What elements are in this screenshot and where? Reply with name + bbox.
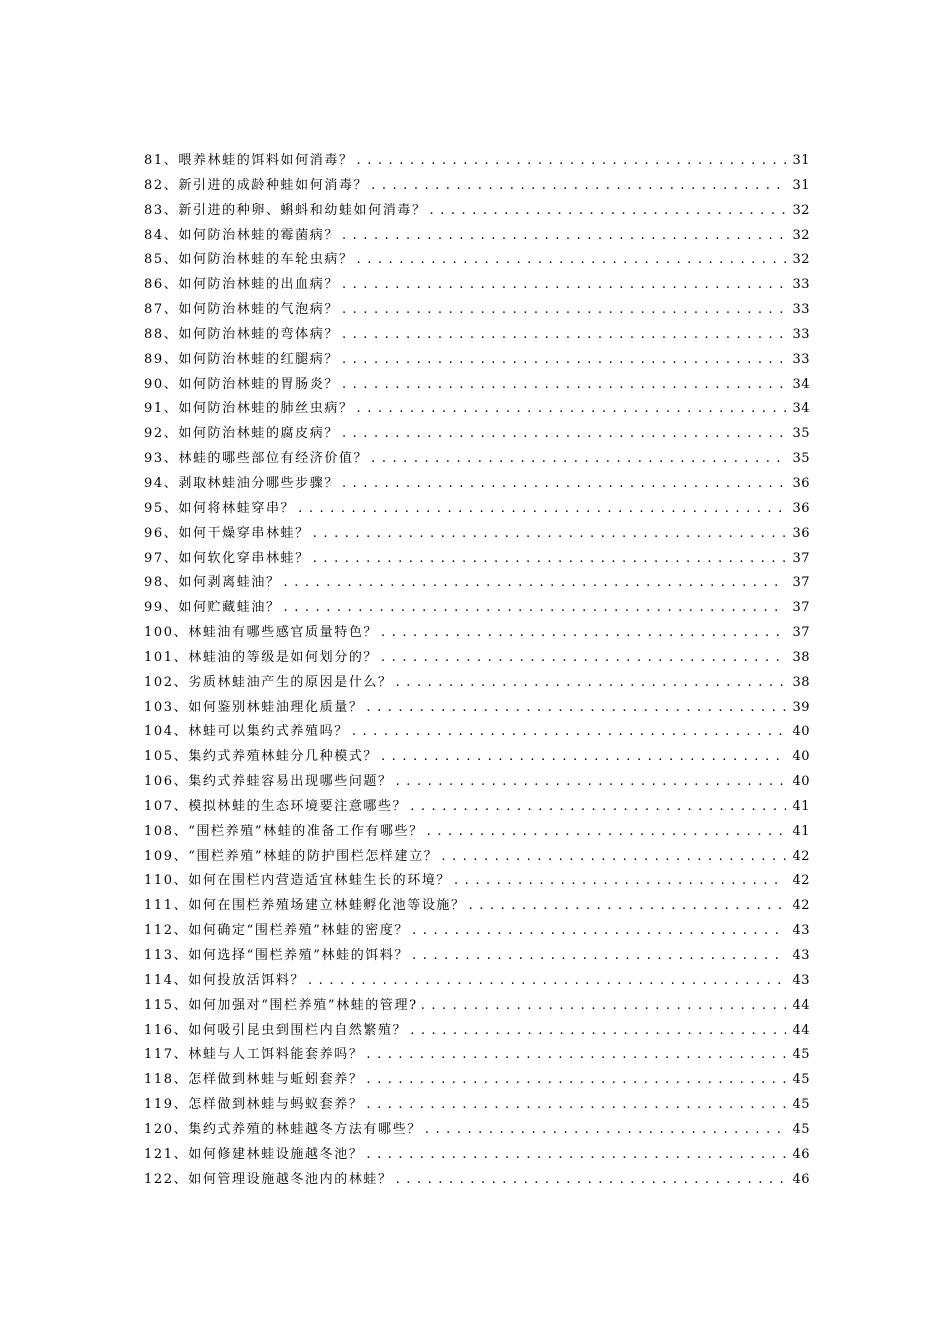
toc-entry-title: 116、如何吸引昆虫到围栏内自然繁殖？ bbox=[144, 1022, 408, 1038]
toc-entry-title: 82、新引进的成龄种蛙如何消毒？ bbox=[144, 177, 369, 193]
toc-entry-page-number: 45 bbox=[792, 1047, 810, 1063]
toc-entry-page-number: 41 bbox=[792, 798, 810, 814]
toc-entry[interactable] bbox=[144, 447, 810, 472]
toc-dot-leader bbox=[412, 944, 786, 969]
toc-dot-leader bbox=[381, 745, 786, 770]
toc-entry[interactable] bbox=[144, 571, 810, 596]
toc-entry-page-number: 46 bbox=[792, 1146, 810, 1162]
toc-entry-page-number: 36 bbox=[792, 475, 810, 491]
toc-entry[interactable] bbox=[144, 696, 810, 721]
toc-entry[interactable] bbox=[144, 745, 810, 770]
toc-entry-page-number: 31 bbox=[792, 153, 810, 168]
toc-dot-leader bbox=[284, 596, 786, 621]
toc-entry-page-number: 45 bbox=[792, 1097, 810, 1113]
toc-entry[interactable] bbox=[144, 224, 810, 249]
toc-entry-title: 92、如何防治林蛙的腐皮病？ bbox=[144, 426, 339, 442]
toc-entry[interactable] bbox=[144, 348, 810, 373]
toc-dot-leader bbox=[313, 547, 786, 572]
toc-dot-leader bbox=[396, 1168, 786, 1193]
toc-entry[interactable] bbox=[144, 149, 810, 174]
toc-entry-page-number: 41 bbox=[792, 823, 810, 839]
toc-entry[interactable] bbox=[144, 472, 810, 497]
toc-entry[interactable] bbox=[144, 621, 810, 646]
toc-entry-title: 102、劣质林蛙油产生的原因是什么？ bbox=[144, 674, 393, 690]
toc-entry-title: 103、如何鉴别林蛙油理化质量？ bbox=[144, 699, 364, 715]
toc-entry-title: 117、林蛙与人工饵料能套养吗？ bbox=[144, 1047, 364, 1063]
toc-entry-title: 91、如何防治林蛙的肺丝虫病？ bbox=[144, 401, 354, 417]
table-of-contents bbox=[144, 149, 810, 1192]
toc-entry-title: 107、模拟林蛙的生态环境要注意哪些？ bbox=[144, 798, 408, 814]
toc-entry-title: 108、“围栏养殖”林蛙的准备工作有哪些？ bbox=[144, 823, 424, 839]
toc-entry-page-number: 42 bbox=[792, 848, 810, 864]
toc-entry-title: 111、如何在围栏养殖场建立林蛙孵化池等设施？ bbox=[144, 898, 466, 914]
toc-dot-leader bbox=[366, 1143, 786, 1168]
toc-entry[interactable] bbox=[144, 919, 810, 944]
toc-entry[interactable] bbox=[144, 894, 810, 919]
toc-entry[interactable] bbox=[144, 1019, 810, 1044]
toc-entry-title: 86、如何防治林蛙的出血病？ bbox=[144, 277, 339, 293]
toc-entry[interactable] bbox=[144, 1118, 810, 1143]
toc-entry[interactable] bbox=[144, 174, 810, 199]
toc-dot-leader bbox=[381, 646, 786, 671]
toc-entry-page-number: 42 bbox=[792, 898, 810, 914]
toc-entry[interactable] bbox=[144, 497, 810, 522]
toc-entry[interactable] bbox=[144, 248, 810, 273]
toc-entry-title: 95、如何将林蛙穿串？ bbox=[144, 500, 296, 516]
toc-entry-page-number: 43 bbox=[792, 948, 810, 963]
toc-dot-leader bbox=[427, 820, 786, 845]
toc-dot-leader bbox=[430, 199, 786, 224]
toc-entry-title: 114、如何投放活饵料？ bbox=[144, 972, 306, 988]
toc-dot-leader bbox=[342, 323, 786, 348]
toc-dot-leader bbox=[308, 969, 786, 994]
toc-entry-title: 87、如何防治林蛙的气泡病？ bbox=[144, 302, 339, 318]
toc-entry-title: 115、如何加强对“围栏养殖”林蛙的管理? bbox=[144, 997, 418, 1013]
toc-dot-leader bbox=[342, 472, 786, 497]
toc-entry-page-number: 35 bbox=[792, 426, 810, 442]
toc-dot-leader bbox=[410, 795, 786, 820]
toc-entry-page-number: 40 bbox=[792, 749, 810, 765]
toc-entry[interactable] bbox=[144, 298, 810, 323]
toc-dot-leader bbox=[342, 273, 786, 298]
toc-entry[interactable] bbox=[144, 1093, 810, 1118]
toc-entry-page-number: 33 bbox=[792, 302, 810, 318]
toc-dot-leader bbox=[357, 397, 786, 422]
toc-dot-leader bbox=[313, 522, 786, 547]
toc-entry[interactable] bbox=[144, 969, 810, 994]
toc-entry[interactable] bbox=[144, 869, 810, 894]
toc-entry-page-number: 37 bbox=[792, 550, 810, 566]
toc-entry-title: 85、如何防治林蛙的车轮虫病？ bbox=[144, 252, 354, 268]
toc-entry-title: 105、集约式养殖林蛙分几种模式？ bbox=[144, 749, 379, 765]
toc-entry-page-number: 37 bbox=[792, 600, 810, 616]
toc-entry-page-number: 31 bbox=[792, 177, 810, 193]
toc-dot-leader bbox=[366, 696, 786, 721]
toc-entry-title: 119、怎样做到林蛙与蚂蚁套养？ bbox=[144, 1097, 364, 1113]
toc-dot-leader bbox=[371, 447, 786, 472]
toc-dot-leader bbox=[366, 1068, 786, 1093]
toc-entry[interactable] bbox=[144, 1143, 810, 1168]
toc-dot-leader bbox=[412, 919, 786, 944]
toc-entry-page-number: 35 bbox=[792, 451, 810, 467]
toc-entry-title: 112、如何确定“围栏养殖”林蛙的密度？ bbox=[144, 923, 410, 939]
toc-entry[interactable] bbox=[144, 199, 810, 224]
toc-dot-leader bbox=[396, 770, 786, 795]
toc-entry-page-number: 38 bbox=[792, 649, 810, 665]
toc-entry[interactable] bbox=[144, 1043, 810, 1068]
toc-entry-page-number: 45 bbox=[792, 1072, 810, 1088]
toc-dot-leader bbox=[421, 994, 786, 1019]
toc-entry-title: 98、如何剥离蛙油？ bbox=[144, 575, 281, 591]
toc-entry-title: 120、集约式养殖的林蛙越冬方法有哪些？ bbox=[144, 1121, 422, 1137]
toc-entry[interactable] bbox=[144, 547, 810, 572]
toc-dot-leader bbox=[396, 671, 786, 696]
toc-entry-title: 110、如何在围栏内营造适宜林蛙生长的环境？ bbox=[144, 873, 452, 889]
toc-entry-title: 81、喂养林蛙的饵料如何消毒？ bbox=[144, 153, 354, 168]
toc-entry-title: 109、“围栏养殖”林蛙的防护围栏怎样建立？ bbox=[144, 848, 439, 864]
toc-entry-page-number: 40 bbox=[792, 774, 810, 790]
toc-entry-page-number: 46 bbox=[792, 1171, 810, 1187]
toc-entry-page-number: 33 bbox=[792, 277, 810, 293]
toc-entry-page-number: 32 bbox=[792, 252, 810, 268]
toc-entry-title: 104、林蛙可以集约式养殖吗？ bbox=[144, 724, 349, 740]
toc-entry-title: 93、林蛙的哪些部位有经济价值？ bbox=[144, 451, 369, 467]
toc-entry-page-number: 43 bbox=[792, 972, 810, 988]
toc-entry-page-number: 42 bbox=[792, 873, 810, 889]
toc-entry[interactable] bbox=[144, 1068, 810, 1093]
toc-entry-page-number: 32 bbox=[792, 227, 810, 243]
toc-dot-leader bbox=[284, 571, 786, 596]
toc-entry[interactable] bbox=[144, 820, 810, 845]
toc-entry[interactable] bbox=[144, 422, 810, 447]
toc-entry-page-number: 33 bbox=[792, 326, 810, 342]
toc-entry-title: 88、如何防治林蛙的弯体病？ bbox=[144, 326, 339, 342]
toc-entry[interactable] bbox=[144, 646, 810, 671]
toc-entry-page-number: 36 bbox=[792, 525, 810, 541]
toc-dot-leader bbox=[342, 348, 786, 373]
toc-entry[interactable] bbox=[144, 944, 810, 969]
toc-entry-page-number: 36 bbox=[792, 500, 810, 516]
toc-entry-title: 97、如何软化穿串林蛙？ bbox=[144, 550, 310, 566]
toc-dot-leader bbox=[352, 720, 786, 745]
toc-entry[interactable] bbox=[144, 596, 810, 621]
toc-entry-page-number: 44 bbox=[792, 1022, 810, 1038]
toc-entry-title: 121、如何修建林蛙设施越冬池？ bbox=[144, 1146, 364, 1162]
toc-dot-leader bbox=[381, 621, 786, 646]
toc-dot-leader bbox=[342, 373, 786, 398]
toc-entry-title: 84、如何防治林蛙的霉菌病？ bbox=[144, 227, 339, 243]
toc-entry-page-number: 40 bbox=[792, 724, 810, 740]
toc-entry-page-number: 32 bbox=[792, 202, 810, 218]
toc-entry[interactable] bbox=[144, 323, 810, 348]
toc-entry-page-number: 34 bbox=[792, 376, 810, 392]
toc-entry-page-number: 45 bbox=[792, 1121, 810, 1137]
toc-entry[interactable] bbox=[144, 273, 810, 298]
toc-entry-page-number: 34 bbox=[792, 401, 810, 417]
toc-entry-page-number: 37 bbox=[792, 625, 810, 641]
toc-entry[interactable] bbox=[144, 720, 810, 745]
toc-entry-page-number: 33 bbox=[792, 351, 810, 367]
toc-dot-leader bbox=[441, 845, 786, 870]
toc-entry-title: 101、林蛙油的等级是如何划分的？ bbox=[144, 649, 379, 665]
toc-entry-title: 83、新引进的种卵、蝌蚪和幼蛙如何消毒？ bbox=[144, 202, 427, 218]
toc-dot-leader bbox=[342, 298, 786, 323]
toc-entry-title: 90、如何防治林蛙的胃肠炎？ bbox=[144, 376, 339, 392]
toc-dot-leader bbox=[366, 1043, 786, 1068]
toc-dot-leader bbox=[410, 1019, 786, 1044]
toc-entry-page-number: 39 bbox=[792, 699, 810, 715]
toc-entry[interactable] bbox=[144, 994, 810, 1019]
toc-entry-page-number: 37 bbox=[792, 575, 810, 591]
toc-entry-title: 94、剥取林蛙油分哪些步骤？ bbox=[144, 475, 339, 491]
toc-entry-title: 118、怎样做到林蛙与蚯蚓套养？ bbox=[144, 1072, 364, 1088]
toc-entry[interactable] bbox=[144, 795, 810, 820]
toc-dot-leader bbox=[357, 248, 786, 273]
toc-dot-leader bbox=[469, 894, 786, 919]
toc-entry-title: 113、如何选择“围栏养殖”林蛙的饵料？ bbox=[144, 948, 410, 963]
toc-entry[interactable] bbox=[144, 373, 810, 398]
toc-entry-title: 89、如何防治林蛙的红腿病？ bbox=[144, 351, 339, 367]
toc-entry-page-number: 43 bbox=[792, 923, 810, 939]
toc-entry-page-number: 44 bbox=[792, 997, 810, 1013]
toc-entry[interactable] bbox=[144, 770, 810, 795]
toc-dot-leader bbox=[366, 1093, 786, 1118]
toc-entry-page-number: 38 bbox=[792, 674, 810, 690]
toc-entry[interactable] bbox=[144, 1168, 810, 1193]
toc-dot-leader bbox=[342, 422, 786, 447]
toc-entry-title: 96、如何干燥穿串林蛙？ bbox=[144, 525, 310, 541]
toc-dot-leader bbox=[298, 497, 786, 522]
toc-entry[interactable] bbox=[144, 845, 810, 870]
toc-entry-title: 106、集约式养蛙容易出现哪些问题？ bbox=[144, 774, 393, 790]
toc-dot-leader bbox=[342, 224, 786, 249]
toc-entry[interactable] bbox=[144, 397, 810, 422]
toc-dot-leader bbox=[425, 1118, 786, 1143]
toc-entry[interactable] bbox=[144, 671, 810, 696]
toc-entry[interactable] bbox=[144, 522, 810, 547]
toc-entry-title: 122、如何管理设施越冬池内的林蛙？ bbox=[144, 1171, 393, 1187]
toc-entry-title: 100、林蛙油有哪些感官质量特色？ bbox=[144, 625, 379, 641]
toc-dot-leader bbox=[357, 149, 786, 174]
toc-dot-leader bbox=[454, 869, 786, 894]
toc-entry-title: 99、如何贮藏蛙油？ bbox=[144, 600, 281, 616]
toc-dot-leader bbox=[371, 174, 786, 199]
